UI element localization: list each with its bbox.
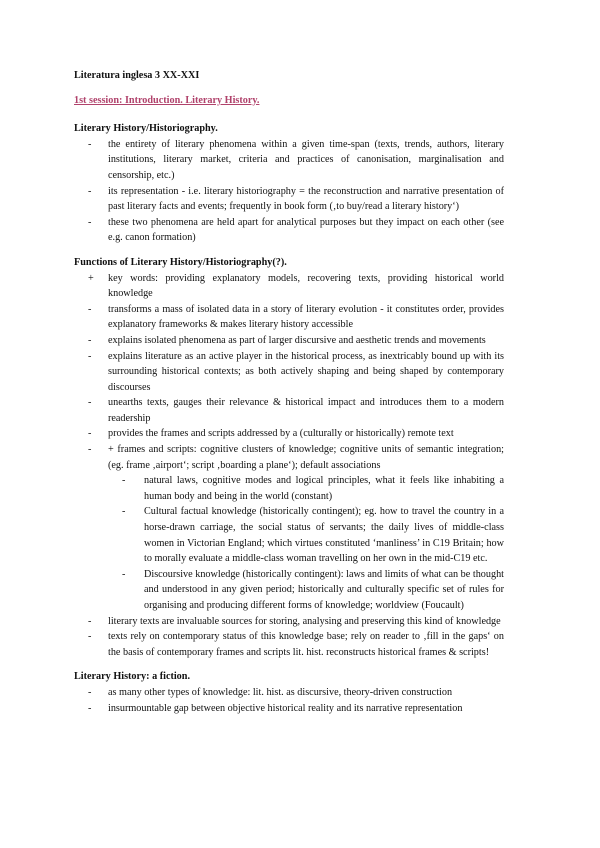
list-item: [74, 685, 504, 701]
list-item-text: unearths texts, gauges their relevance & historical impact and introduces them to a modern readership: [108, 397, 504, 424]
document-page: [74, 68, 504, 725]
section-title: Literary History: a fiction.: [74, 671, 190, 683]
section-title: Functions of Literary History/Historiography(?).: [74, 256, 287, 268]
bullet-marker: -: [88, 444, 92, 456]
bullet-marker: -: [88, 185, 92, 197]
bullet-list: [74, 685, 504, 716]
list-item: [74, 442, 504, 614]
sub-list-item: [108, 473, 504, 504]
bullet-marker: -: [88, 334, 92, 346]
list-item-text: texts rely on contemporary status of this knowledge base; rely on reader to ‚fill in the gaps‘ on the basis of contemporary frames and scripts lit. hist. reconstructs historical frames & scripts!: [108, 631, 504, 658]
section: [74, 121, 504, 246]
list-item: [74, 215, 504, 246]
list-item: [74, 426, 504, 442]
list-item-text: explains isolated phenomena as part of larger discursive and aesthetic trends and movements: [108, 334, 486, 346]
sub-list-item-text: natural laws, cognitive modes and logical principles, what it feels like inhabiting a human body and being in the world (constant): [144, 475, 504, 502]
list-item-text: insurmountable gap between objective historical reality and its narrative representation: [108, 702, 463, 714]
list-item-text: explains literature as an active player in the historical process, as inextricably bound up with its surrounding historical contexts; as both actively shaping and being shaped by contemporary discourses: [108, 350, 504, 393]
bullet-marker: -: [88, 138, 92, 150]
section-title: Literary History/Historiography.: [74, 123, 218, 135]
document-title: Literatura inglesa 3 XX-XXI: [74, 70, 200, 81]
list-item-text: the entirety of literary phenomena within a given time-span (texts, trends, authors, literary institutions, literary market, criteria and practices of canonisation, marginalisation and censorship, etc.): [108, 138, 504, 181]
sections-container: [74, 121, 504, 716]
bullet-marker: -: [88, 216, 92, 228]
sub-bullet-list: [108, 473, 504, 613]
list-item: [74, 184, 504, 215]
bullet-marker: -: [122, 506, 126, 518]
bullet-marker: -: [88, 631, 92, 643]
section: [74, 669, 504, 716]
bullet-marker: -: [122, 568, 126, 580]
bullet-marker: -: [88, 397, 92, 409]
list-item: [74, 614, 504, 630]
list-item-text: these two phenomena are held apart for analytical purposes but they impact on each other (see e.g. canon formation): [108, 216, 504, 244]
bullet-marker: -: [88, 702, 92, 714]
list-item: [74, 333, 504, 349]
list-item-text: transforms a mass of isolated data in a story of literary evolution - it constitutes order, provides explanatory frameworks & makes literary history accessible: [108, 303, 504, 331]
list-item-text: as many other types of knowledge: lit. hist. as discursive, theory-driven construction: [108, 686, 453, 698]
list-item: [74, 349, 504, 396]
sub-list-item-text: Cultural factual knowledge (historically contingent); eg. how to travel the country in a horse-drawn carriage, the social status of servants; the daily lives of middle-class women in Victorian England; which virtues constituted ‘manliness’ in C19 Britain; how to morally evaluate a middle-class woman travelling on her own in the mid-C19 etc.: [144, 506, 504, 565]
list-item: [74, 302, 504, 333]
bullet-marker: -: [88, 686, 92, 698]
bullet-list: [74, 137, 504, 246]
bullet-marker: -: [88, 350, 92, 362]
list-item: [74, 629, 504, 660]
list-item: [74, 271, 504, 302]
list-item: [74, 395, 504, 426]
session-heading: 1st session: Introduction. Literary History.: [74, 94, 260, 106]
bullet-marker: -: [122, 475, 126, 487]
bullet-marker: -: [88, 303, 92, 315]
sub-list-item: [108, 504, 504, 566]
list-item-text: literary texts are invaluable sources for storing, analysing and preserving this kind of knowledge: [108, 615, 501, 627]
bullet-marker: +: [88, 272, 94, 284]
list-item-text: provides the frames and scripts addressed by a (culturally or historically) remote text: [108, 428, 454, 440]
list-item-text: its representation - i.e. literary historiography = the reconstruction and narrative presentation of past literary facts and events; frequently in book form (‚to buy/read a literary history‘): [108, 185, 504, 213]
sub-list-item-text: Discoursive knowledge (historically contingent): laws and limits of what can be thought and understood in any given period; historically and culturally specific set of rules for organising and producing different forms of knowledge; worldview (Foucault): [144, 568, 504, 611]
list-item-text: + frames and scripts: cognitive clusters of knowledge; cognitive units of semantic integration; (eg. frame ‚airport‘; script ‚boarding a plane‘); default associations: [108, 444, 504, 471]
bullet-marker: -: [88, 615, 92, 627]
list-item-text: key words: providing explanatory models, recovering texts, providing historical world knowledge: [108, 272, 504, 300]
list-item: [74, 701, 504, 717]
sub-list-item: [108, 567, 504, 614]
section: [74, 255, 504, 660]
bullet-list: [74, 271, 504, 661]
bullet-marker: -: [88, 428, 92, 440]
list-item: [74, 137, 504, 184]
